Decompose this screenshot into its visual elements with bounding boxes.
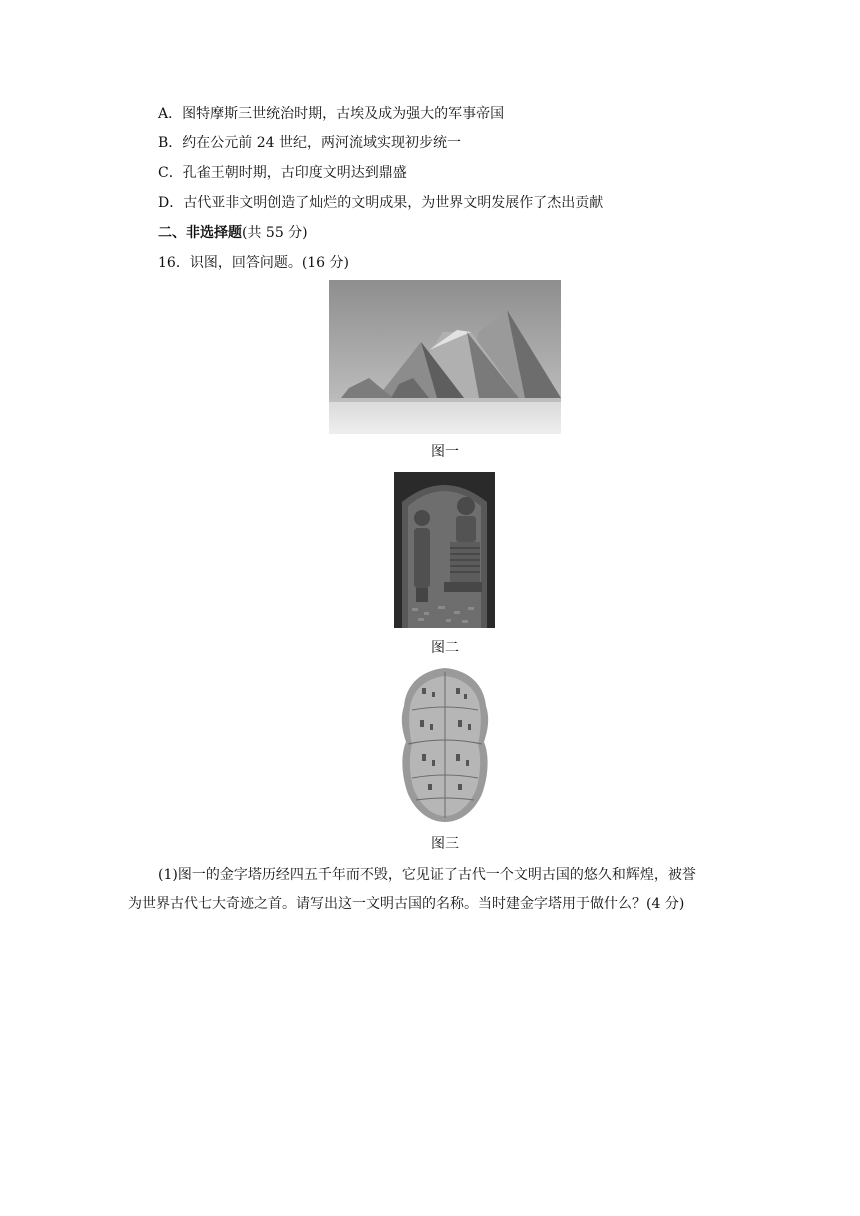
section-heading (158, 223, 308, 243)
question-16: 16．识图，回答问题。(16 分) (158, 255, 350, 271)
option-a: A．图特摩斯三世统治时期，古埃及成为强大的军事帝国 (158, 106, 505, 122)
figure-2-caption: 图二 (431, 640, 459, 656)
sub-question-1-line-2: 为世界古代七大奇迹之首。请写出这一文明古国的名称。当时建金字塔用于做什么？(4 分) (128, 896, 685, 912)
figure-3-caption: 图三 (431, 836, 459, 852)
option-b: B．约在公元前 24 世纪，两河流域实现初步统一 (158, 135, 462, 151)
section-heading-note: (共 55 分) (242, 225, 308, 241)
sub-question-1-line-1: (1)图一的金字塔历经四五千年而不毁，它见证了古代一个文明古国的悠久和辉煌，被誉 (158, 867, 696, 883)
figure-2-stele-image (394, 472, 495, 628)
figure-1-caption: 图一 (431, 444, 459, 460)
section-heading-title: 二、非选择题 (158, 225, 242, 241)
figure-3-turtle-shell-image (398, 666, 492, 824)
figure-1-pyramids-image (329, 280, 561, 434)
option-d: D．古代亚非文明创造了灿烂的文明成果，为世界文明发展作了杰出贡献 (158, 195, 604, 211)
option-c: C．孔雀王朝时期，古印度文明达到鼎盛 (158, 165, 407, 181)
